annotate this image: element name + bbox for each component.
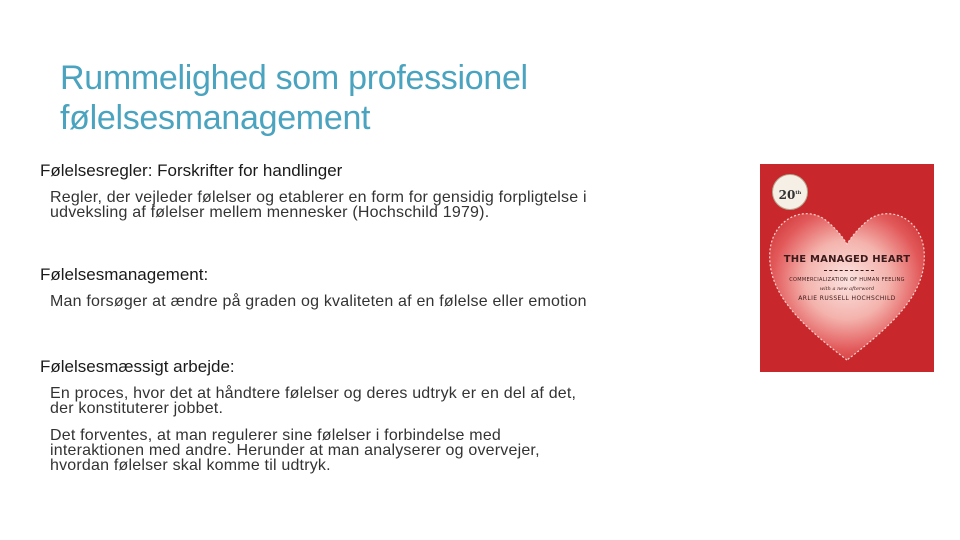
section-emotional-labor [40,356,720,473]
section-feeling-rules [40,160,720,220]
book-cover-image [760,164,934,372]
paragraph-line: udveksling af følelser mellem mennesker (Hochschild 1979). [50,204,490,221]
badge-number: 20th [778,188,802,202]
paragraph-line: Man forsøger at ændre på graden og kvaliteten af en følelse eller emotion [50,293,587,310]
book-afterword-note: with a new afterword [819,286,875,292]
slide-title-line-1: Rummelighed som professionel [60,59,528,97]
book-subtitle: COMMERCIALIZATION OF HUMAN FEELING [789,277,905,283]
section-heading: Følelsesregler: Forskrifter for handlinger [40,161,343,180]
paragraph-line: der konstituterer jobbet. [50,400,224,417]
slide-title [60,58,700,138]
section-paragraph [50,428,720,473]
book-author: ARLIE RUSSELL HOCHSCHILD [798,295,896,302]
section-emotion-management [40,264,720,309]
paragraph-line: Regler, der vejleder følelser og etablerer en form for gensidig forpligtelse i [50,189,587,206]
paragraph-line: Det forventes, at man regulerer sine følelser i forbindelse med [50,427,502,444]
section-heading: Følelsesmanagement: [40,265,209,284]
dashed-divider [824,270,874,273]
paragraph-line: interaktionen med andre. Herunder at man analyserer og overvejer, [50,442,540,459]
section-paragraph [50,190,720,220]
paragraph-line: hvordan følelser skal komme til udtryk. [50,457,331,474]
section-heading: Følelsesmæssigt arbejde: [40,357,235,376]
section-paragraph [50,386,720,416]
slide-title-line-2: følelsesmanagement [60,99,371,137]
paragraph-line: En proces, hvor det at håndtere følelser og deres udtryk er en del af det, [50,385,577,402]
book-title: THE MANAGED HEART [783,254,911,265]
anniversary-badge [772,174,808,210]
section-paragraph [50,294,720,309]
